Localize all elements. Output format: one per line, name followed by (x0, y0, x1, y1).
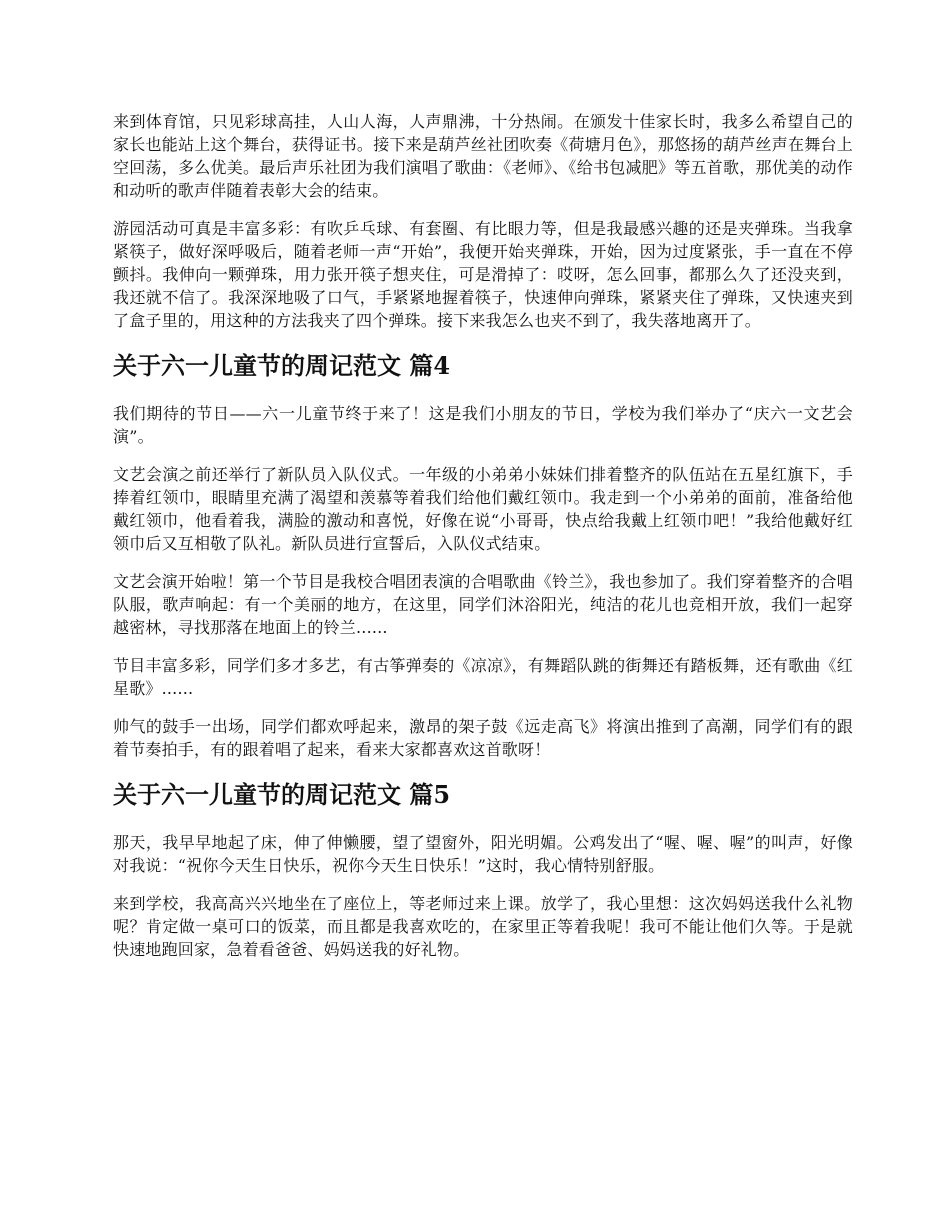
paragraph: 游园活动可真是丰富多彩：有吹乒乓球、有套圈、有比眼力等，但是我最感兴趣的还是夹弹珠。当我拿紧筷子，做好深呼吸后，随着老师一声“开始”，我便开始夹弹珠，开始，因为过度紧张，手一直在不停颤抖。我伸向一颗弹珠，用力张开筷子想夹住，可是滑掉了：哎呀，怎么回事，都那么久了还没夹到，我还就不信了。我深深地吸了口气，手紧紧地握着筷子，快速伸向弹珠，紧紧夹住了弹珠，又快速夹到了盒子里的，用这种的方法我夹了四个弹珠。接下来我怎么也夹不到了，我失落地离开了。 (113, 219, 853, 330)
section-heading: 关于六一儿童节的周记范文 篇5 (113, 780, 451, 809)
section-heading: 关于六一儿童节的周记范文 篇4 (113, 351, 451, 380)
paragraph: 文艺会演开始啦！第一个节目是我校合唱团表演的合唱歌曲《铃兰》，我也参加了。我们穿着整齐的合唱队服，歌声响起：有一个美丽的地方，在这里，同学们沐浴阳光，纯洁的花儿也竞相开放，我们一起穿越密林，寻找那落在地面上的铃兰...... (113, 572, 853, 637)
paragraph: 节目丰富多彩，同学们多才多艺，有古筝弹奏的《凉凉》，有舞蹈队跳的街舞还有踏板舞，还有歌曲《红星歌》...... (113, 656, 853, 698)
paragraph: 来到体育馆，只见彩球高挂，人山人海，人声鼎沸，十分热闹。在颁发十佳家长时，我多么希望自己的家长也能站上这个舞台，获得证书。接下来是葫芦丝社团吹奏《荷塘月色》，那悠扬的葫芦丝声在舞台上空回荡，多么优美。最后声乐社团为我们演唱了歌曲：《老师》、《给书包减肥》等五首歌，那优美的动作和动听的歌声伴随着表彰大会的结束。 (113, 112, 853, 200)
paragraph: 那天，我早早地起了床，伸了伸懒腰，望了望窗外，阳光明媚。公鸡发出了“喔、喔、喔”的叫声，好像对我说：“祝你今天生日快乐，祝你今天生日快乐！”这时，我心情特别舒服。 (113, 833, 853, 875)
paragraph: 文艺会演之前还举行了新队员入队仪式。一年级的小弟弟小妹妹们排着整齐的队伍站在五星红旗下，手捧着红领巾，眼睛里充满了渴望和羡慕等着我们给他们戴红领巾。我走到一个小弟弟的面前，准备给他戴红领巾，他看着我，满脸的激动和喜悦，好像在说“小哥哥，快点给我戴上红领巾吧！”我给他戴好红领巾后又互相敬了队礼。新队员进行宣誓后，入队仪式结束。 (113, 465, 853, 553)
paragraph: 帅气的鼓手一出场，同学们都欢呼起来，激昂的架子鼓《远走高飞》将演出推到了高潮，同学们有的跟着节奏拍手，有的跟着唱了起来，看来大家都喜欢这首歌呀！ (113, 717, 853, 759)
document-page (113, 110, 853, 976)
paragraph: 来到学校，我高高兴兴地坐在了座位上，等老师过来上课。放学了，我心里想：这次妈妈送我什么礼物呢？肯定做一桌可口的饭菜，而且都是我喜欢吃的，在家里正等着我呢！我可不能让他们久等。于是就快速地跑回家，急着看爸爸、妈妈送我的好礼物。 (113, 894, 853, 959)
paragraph: 我们期待的节日——六一儿童节终于来了！这是我们小朋友的节日，学校为我们举办了“庆六一文艺会演”。 (113, 404, 853, 446)
